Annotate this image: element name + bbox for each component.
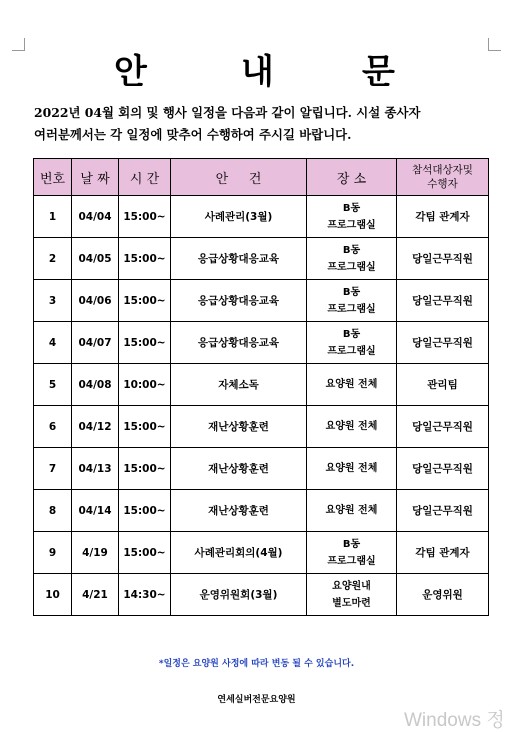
header-agenda: 안 건 (171, 159, 307, 196)
intro-paragraph (34, 102, 494, 146)
cell-date: 04/13 (72, 448, 119, 490)
cell-place: B동 프로그램실 (307, 280, 397, 322)
table-row (34, 574, 489, 616)
title-char-1: 안 (114, 52, 149, 92)
cell-attendee: 당일근무직원 (397, 322, 489, 364)
table-row (34, 406, 489, 448)
header-time: 시 간 (119, 159, 171, 196)
cell-number: 7 (34, 448, 72, 490)
cell-number: 6 (34, 406, 72, 448)
cell-place: 요양원 전체 (307, 490, 397, 532)
cell-time: 14:30~ (119, 574, 171, 616)
cell-time: 15:00~ (119, 448, 171, 490)
table-row (34, 448, 489, 490)
header-date: 날 짜 (72, 159, 119, 196)
cell-attendee: 당일근무직원 (397, 280, 489, 322)
schedule-note: *일정은 요양원 사정에 따라 변동 될 수 있습니다. (158, 659, 355, 669)
cell-date: 04/14 (72, 490, 119, 532)
title-char-2: 내 (241, 52, 276, 92)
cell-time: 15:00~ (119, 238, 171, 280)
table-row (34, 322, 489, 364)
cell-attendee: 당일근무직원 (397, 406, 489, 448)
cell-place: 요양원 전체 (307, 448, 397, 490)
cell-place: B동 프로그램실 (307, 196, 397, 238)
cell-agenda: 재난상황훈련 (171, 490, 307, 532)
table-row (34, 196, 489, 238)
cell-place: B동 프로그램실 (307, 532, 397, 574)
cell-place: 요양원 전체 (307, 364, 397, 406)
cell-place: B동 프로그램실 (307, 322, 397, 364)
cell-number: 2 (34, 238, 72, 280)
cell-time: 15:00~ (119, 280, 171, 322)
page-title (0, 44, 513, 92)
cell-date: 4/21 (72, 574, 119, 616)
cell-agenda: 응급상황대응교육 (171, 280, 307, 322)
schedule-table (33, 158, 489, 616)
intro-line-1: 2022년 04월 회의 및 행사 일정을 다음과 같이 알립니다. 시설 종사자 (34, 105, 421, 120)
windows-activation-watermark: Windows 정 (404, 710, 505, 731)
header-place: 장 소 (307, 159, 397, 196)
cell-agenda: 응급상황대응교육 (171, 238, 307, 280)
cell-time: 15:00~ (119, 490, 171, 532)
header-number: 번호 (34, 159, 72, 196)
cell-agenda: 사례관리회의(4월) (171, 532, 307, 574)
cell-attendee: 당일근무직원 (397, 448, 489, 490)
cell-attendee: 당일근무직원 (397, 238, 489, 280)
cell-place: 요양원내 별도마련 (307, 574, 397, 616)
cell-number: 4 (34, 322, 72, 364)
cell-time: 15:00~ (119, 532, 171, 574)
table-row (34, 280, 489, 322)
title-char-3: 문 (362, 52, 397, 92)
cell-number: 5 (34, 364, 72, 406)
cell-number: 9 (34, 532, 72, 574)
cell-time: 15:00~ (119, 406, 171, 448)
cell-attendee: 각팀 관계자 (397, 196, 489, 238)
organization-name: 연세실버전문요양원 (217, 695, 296, 705)
cell-place: 요양원 전체 (307, 406, 397, 448)
cell-time: 15:00~ (119, 322, 171, 364)
cell-agenda: 재난상황훈련 (171, 406, 307, 448)
cell-agenda: 자체소독 (171, 364, 307, 406)
table-row (34, 490, 489, 532)
table-row (34, 532, 489, 574)
cell-date: 04/12 (72, 406, 119, 448)
cell-number: 3 (34, 280, 72, 322)
header-attendee: 참석대상자및 수행자 (397, 159, 489, 196)
cell-number: 1 (34, 196, 72, 238)
cell-date: 04/08 (72, 364, 119, 406)
cell-attendee: 관리팀 (397, 364, 489, 406)
cell-time: 15:00~ (119, 196, 171, 238)
table-header-row (34, 159, 489, 196)
cell-place: B동 프로그램실 (307, 238, 397, 280)
cell-date: 04/04 (72, 196, 119, 238)
cell-date: 04/05 (72, 238, 119, 280)
cell-number: 10 (34, 574, 72, 616)
cell-date: 04/07 (72, 322, 119, 364)
cell-attendee: 운영위원 (397, 574, 489, 616)
cell-date: 4/19 (72, 532, 119, 574)
cell-attendee: 각팀 관계자 (397, 532, 489, 574)
cell-agenda: 재난상황훈련 (171, 448, 307, 490)
intro-line-2: 여러분께서는 각 일정에 맞추어 수행하여 주시길 바랍니다. (34, 127, 352, 142)
cell-agenda: 운영위원회(3월) (171, 574, 307, 616)
cell-date: 04/06 (72, 280, 119, 322)
table-row (34, 238, 489, 280)
cell-attendee: 당일근무직원 (397, 490, 489, 532)
cell-number: 8 (34, 490, 72, 532)
table-row (34, 364, 489, 406)
cell-agenda: 응급상황대응교육 (171, 322, 307, 364)
cell-agenda: 사례관리(3월) (171, 196, 307, 238)
cell-time: 10:00~ (119, 364, 171, 406)
